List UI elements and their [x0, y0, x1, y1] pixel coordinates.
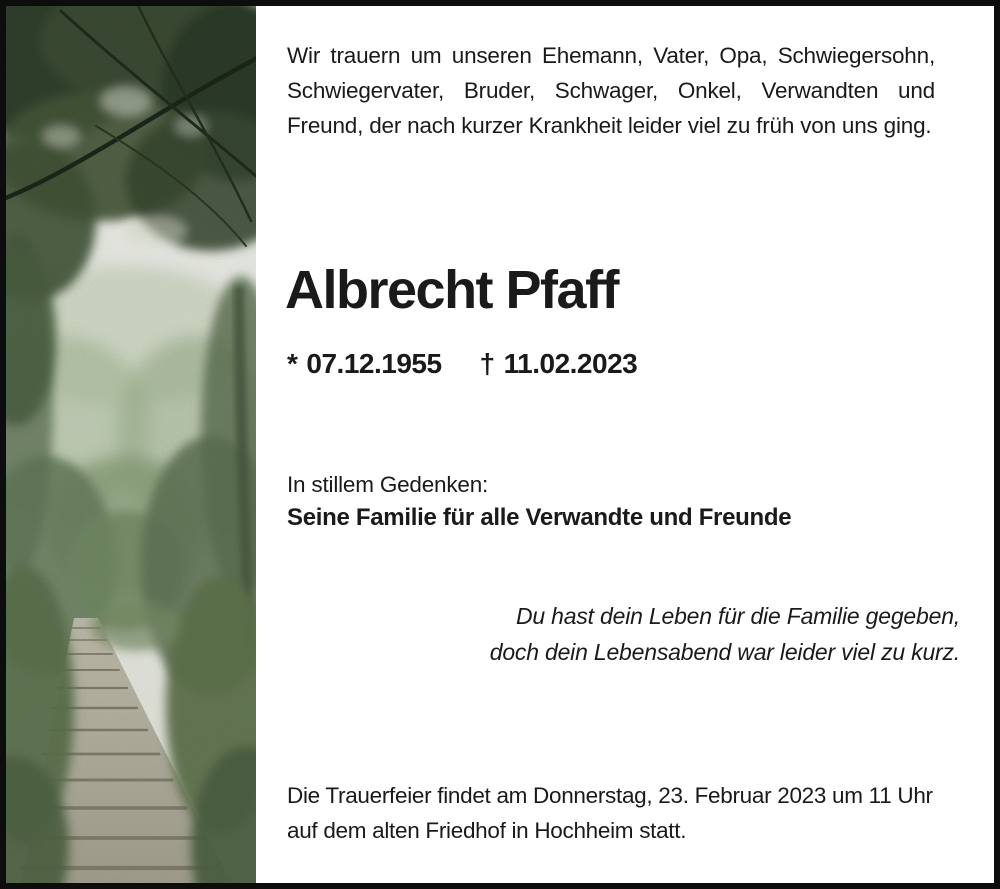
intro-text: Wir trauern um unseren Ehemann, Vater, Opa, Schwiegersohn, Schwiegervater, Bruder, Schwager, Onkel, Verwandten und Freund, der nach kurzer Krankheit leider viel zu früh von uns ging. [287, 43, 935, 138]
quote-line-1: Du hast dein Leben für die Familie gegeben, [515, 603, 960, 629]
death-date-group [480, 348, 638, 379]
funeral-line-2: auf dem alten Friedhof in Hochheim statt. [287, 818, 687, 843]
forest-path-photo [6, 6, 256, 883]
mourners-line: Seine Familie für alle Verwandte und Freunde [287, 504, 792, 531]
death-cross-symbol: † [479, 348, 495, 379]
memorial-quote [490, 598, 960, 670]
death-date: 11.02.2023 [503, 348, 638, 379]
forest-path-illustration [6, 6, 256, 883]
quote-line-2: doch dein Lebensabend war leider viel zu kurz. [489, 639, 960, 665]
birth-date: 07.12.1955 [306, 348, 442, 379]
remembrance-label: In stillem Gedenken: [287, 472, 489, 497]
obituary-content [256, 6, 994, 883]
funeral-line-1: Die Trauerfeier findet am Donnerstag, 23. Februar 2023 um 11 Uhr [287, 783, 933, 808]
life-dates [287, 348, 637, 380]
birth-date-group [287, 348, 442, 379]
funeral-info [287, 778, 933, 848]
deceased-name: Albrecht Pfaff [285, 260, 619, 320]
birth-star-symbol: * [287, 348, 298, 379]
remembrance-block [287, 468, 791, 535]
